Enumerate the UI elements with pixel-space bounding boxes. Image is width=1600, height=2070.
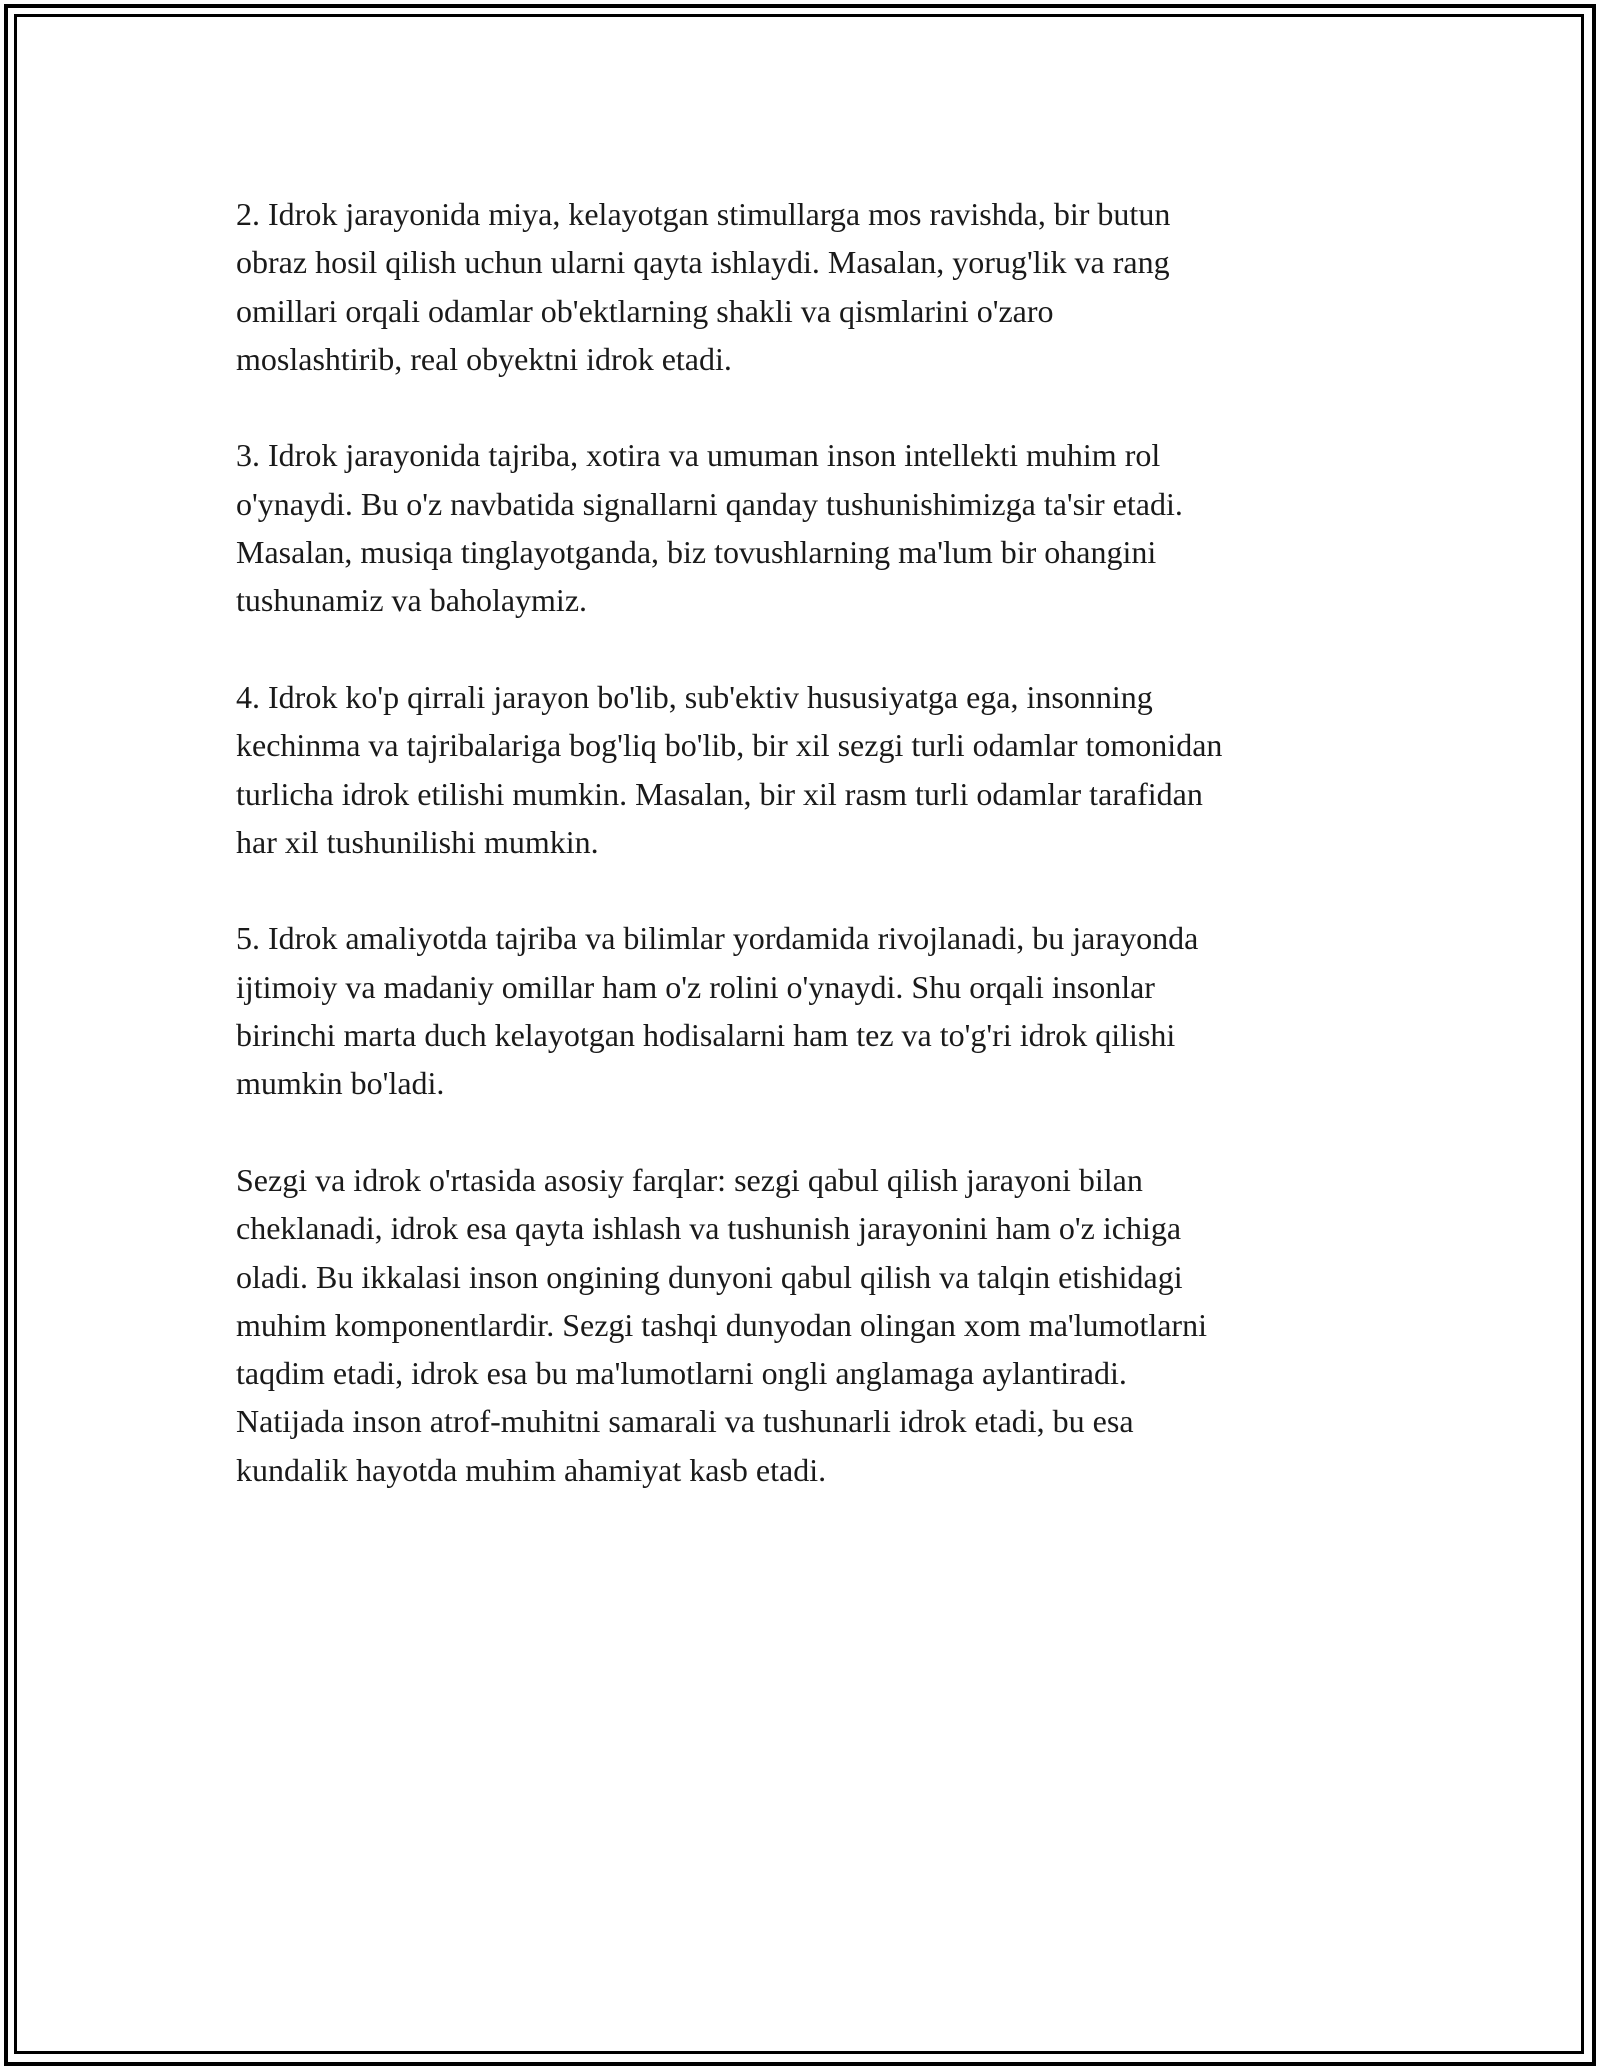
document-body (236, 190, 1416, 1542)
paragraph-point-4: 4. Idrok ko'p qirrali jarayon bo'lib, sub'ektiv hususiyatga ega, insonning kechinma va tajribalariga bog'liq bo'lib, bir xil sezgi turli odamlar tomonidan turlicha idrok etilishi mumkin. Masalan, bir xil rasm turli odamlar tarafidan har xil tushunilishi mumkin. (236, 678, 1223, 860)
paragraph-point-2: 2. Idrok jarayonida miya, kelayotgan stimullarga mos ravishda, bir butun obraz hosil qilish uchun ularni qayta ishlaydi. Masalan, yorug'lik va rang omillari orqali odamlar ob'ektlarning shakli va qismlarini o'zaro moslashtirib, real obyektni idrok etadi. (236, 196, 1171, 377)
paragraph-point-3: 3. Idrok jarayonida tajriba, xotira va umuman inson intellekti muhim rol o'ynaydi. Bu o'z navbatida signallarni qanday tushunishimizga ta'sir etadi. Masalan, musiqa tinglayotganda, biz tovushlarning ma'lum bir ohangini tushunamiz va baholaymiz. (236, 437, 1183, 619)
paragraph-conclusion: Sezgi va idrok o'rtasida asosiy farqlar: sezgi qabul qilish jarayoni bilan cheklanadi, idrok esa qayta ishlash va tushunish jarayonini ham o'z ichiga oladi. Bu ikkalasi inson ongining dunyoni qabul qilish va talqin etishidagi muhim komponentlardir. Sezgi tashqi dunyodan olingan xom ma'lumotlarni taqdim etadi, idrok esa bu ma'lumotlarni ongli anglamaga aylantiradi. Natijada inson atrof-muhitni samarali va tushunarli idrok etadi, bu esa kundalik hayotda muhim ahamiyat kasb etadi. (236, 1161, 1207, 1488)
paragraph-point-5: 5. Idrok amaliyotda tajriba va bilimlar yordamida rivojlanadi, bu jarayonda ijtimoiy va madaniy omillar ham o'z rolini o'ynaydi. Shu orqali insonlar birinchi marta duch kelayotgan hodisalarni ham tez va to'g'ri idrok qilishi mumkin bo'ladi. (236, 920, 1199, 1102)
